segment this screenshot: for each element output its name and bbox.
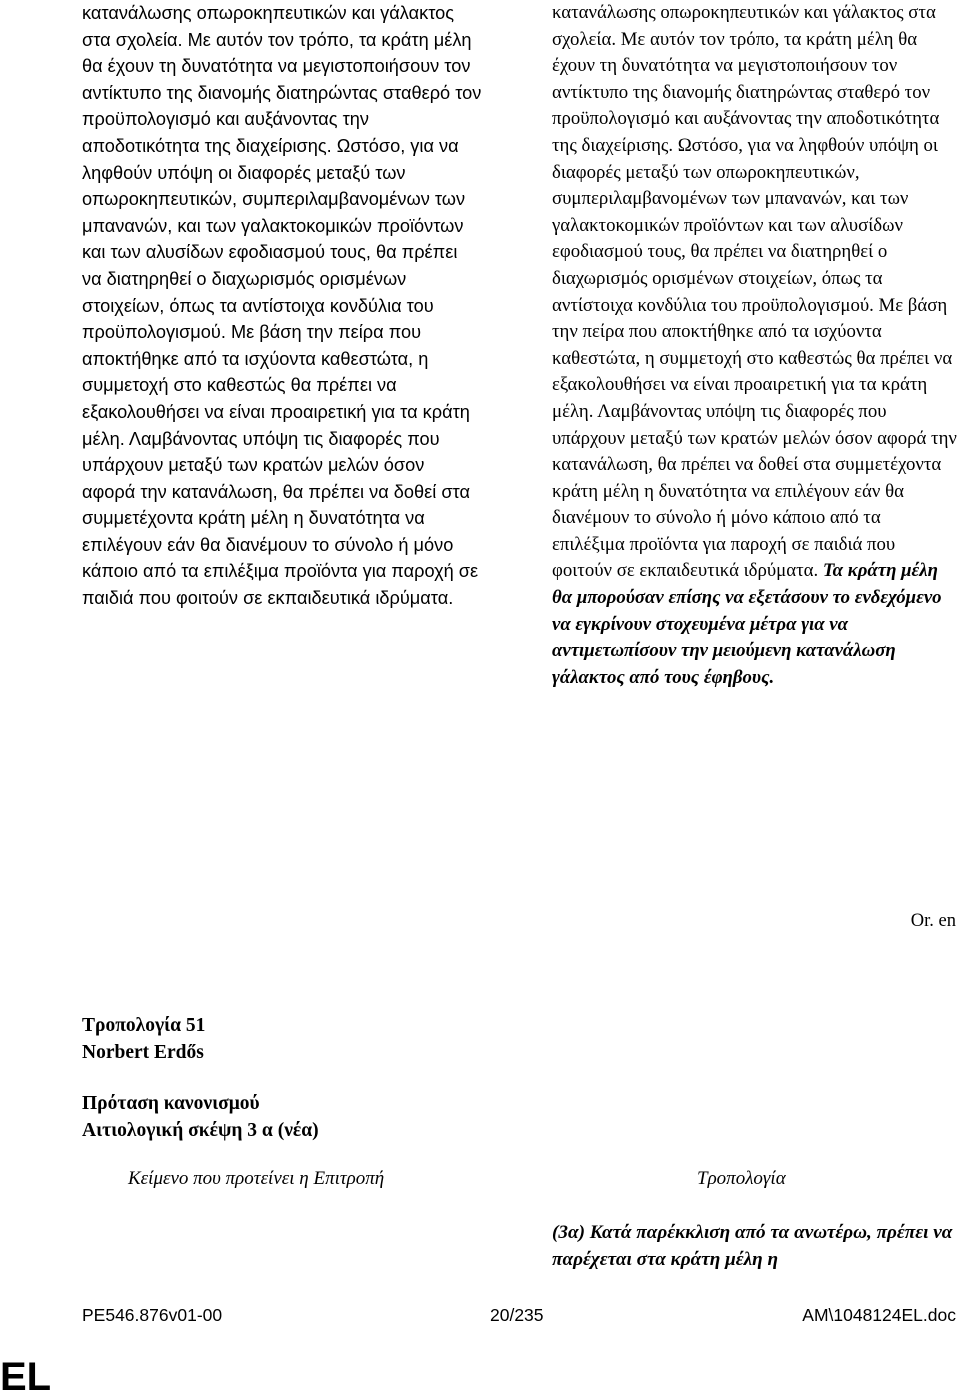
- commission-text-heading: Κείμενο που προτείνει η Επιτροπή: [128, 1168, 385, 1189]
- amendment-added-text: Τα κράτη μέλη θα μπορούσαν επίσης να εξετάσουν το ενδεχόμενο να εγκρίνουν στοχευμένα μέτρα για να αντιμετωπίσουν την μειούμενη κατανάλωση γάλακτος από τους έφηβους.: [552, 560, 942, 688]
- amendment-author: Norbert Erdős: [82, 1042, 204, 1063]
- footer-document-reference: PE546.876v01-00: [82, 1305, 223, 1325]
- new-recital-text: (3α) Κατά παρέκκλιση από τα ανωτέρω, πρέπει να παρέχεται στα κράτη μέλη η: [552, 1222, 953, 1270]
- commission-text-paragraph: κατανάλωσης οπωροκηπευτικών και γάλακτος στα σχολεία. Με αυτόν τον τρόπο, τα κράτη μέλη θα έχουν τη δυνατότητα να μεγιστοποιήσουν τον αντίκτυπο της διανομής διατηρώντας σταθερό τον προϋπολογισμό και αυξάνοντας την αποδοτικότητα της διαχείρισης. Ωστόσο, για να ληφθούν υπόψη οι διαφορές μεταξύ των οπωροκηπευτικών, συμπεριλαμβανομένων των μπανανών, και των γαλακτοκομικών προϊόντων και των αλυσίδων εφοδιασμού τους, θα πρέπει να διατηρηθεί ο διαχωρισμός ορισμένων στοιχείων, όπως τα αντίστοιχα κονδύλια του προϋπολογισμού. Με βάση την πείρα που αποκτήθηκε από τα ισχύοντα καθεστώτα, η συμμετοχή στο καθεστώς θα πρέπει να εξακολουθήσει να είναι προαιρετική για τα κράτη μέλη. Λαμβάνοντας υπόψη τις διαφορές που υπάρχουν μεταξύ των κρατών μελών όσον αφορά την κατανάλωση, θα πρέπει να δοθεί στα συμμετέχοντα κράτη μέλη η δυνατότητα να επιλέγουν εάν θα διανέμουν το σύνολο ή μόνο κάποιο από τα επιλέξιμα προϊόντα για παροχή σε παιδιά που φοιτούν σε εκπαιδευτικά ιδρύματα.: [82, 3, 482, 609]
- language-code: EL: [0, 1355, 52, 1399]
- footer-file-reference: AM\1048124EL.doc: [802, 1305, 956, 1325]
- amendment-text-paragraph: [552, 0, 958, 691]
- amendment-heading: Τροπολογία: [697, 1168, 786, 1189]
- amendment-text-column: [552, 0, 958, 691]
- proposal-title: Πρόταση κανονισμού: [82, 1093, 260, 1114]
- commission-text-column: [82, 0, 482, 612]
- original-language-label: Or. en: [910, 911, 956, 931]
- amendment-base-text: κατανάλωσης οπωροκηπευτικών και γάλακτος στα σχολεία. Με αυτόν τον τρόπο, τα κράτη μέλη θα έχουν τη δυνατότητα να μεγιστοποιήσουν τον αντίκτυπο της διανομής διατηρώντας σταθερό τον προϋπολογισμό και αυξάνοντας την αποδοτικότητα της διαχείρισης. Ωστόσο, για να ληφθούν υπόψη οι διαφορές μεταξύ των οπωροκηπευτικών, συμπεριλαμβανομένων των μπανανών, και των γαλακτοκομικών προϊόντων και των αλυσίδων εφοδιασμού τους, θα πρέπει να διατηρηθεί ο διαχωρισμός ορισμένων στοιχείων, όπως τα αντίστοιχα κονδύλια του προϋπολογισμού. Με βάση την πείρα που αποκτήθηκε από τα ισχύοντα καθεστώτα, η συμμετοχή στο καθεστώς θα πρέπει να εξακολουθήσει να είναι προαιρετική για τα κράτη μέλη. Λαμβάνοντας υπόψη τις διαφορές που υπάρχουν μεταξύ των κρατών μελών όσον αφορά την κατανάλωση, θα πρέπει να δοθεί στα συμμετέχοντα κράτη μέλη η δυνατότητα να επιλέγουν εάν θα διανέμουν το σύνολο ή μόνο κάποιο από τα επιλέξιμα προϊόντα για παροχή σε παιδιά που φοιτούν σε εκπαιδευτικά ιδρύματα.: [552, 2, 957, 582]
- amendment-number: Τροπολογία 51: [82, 1015, 206, 1036]
- footer-page-number: 20/235: [490, 1305, 544, 1325]
- recital-reference: Αιτιολογική σκέψη 3 α (νέα): [82, 1120, 319, 1141]
